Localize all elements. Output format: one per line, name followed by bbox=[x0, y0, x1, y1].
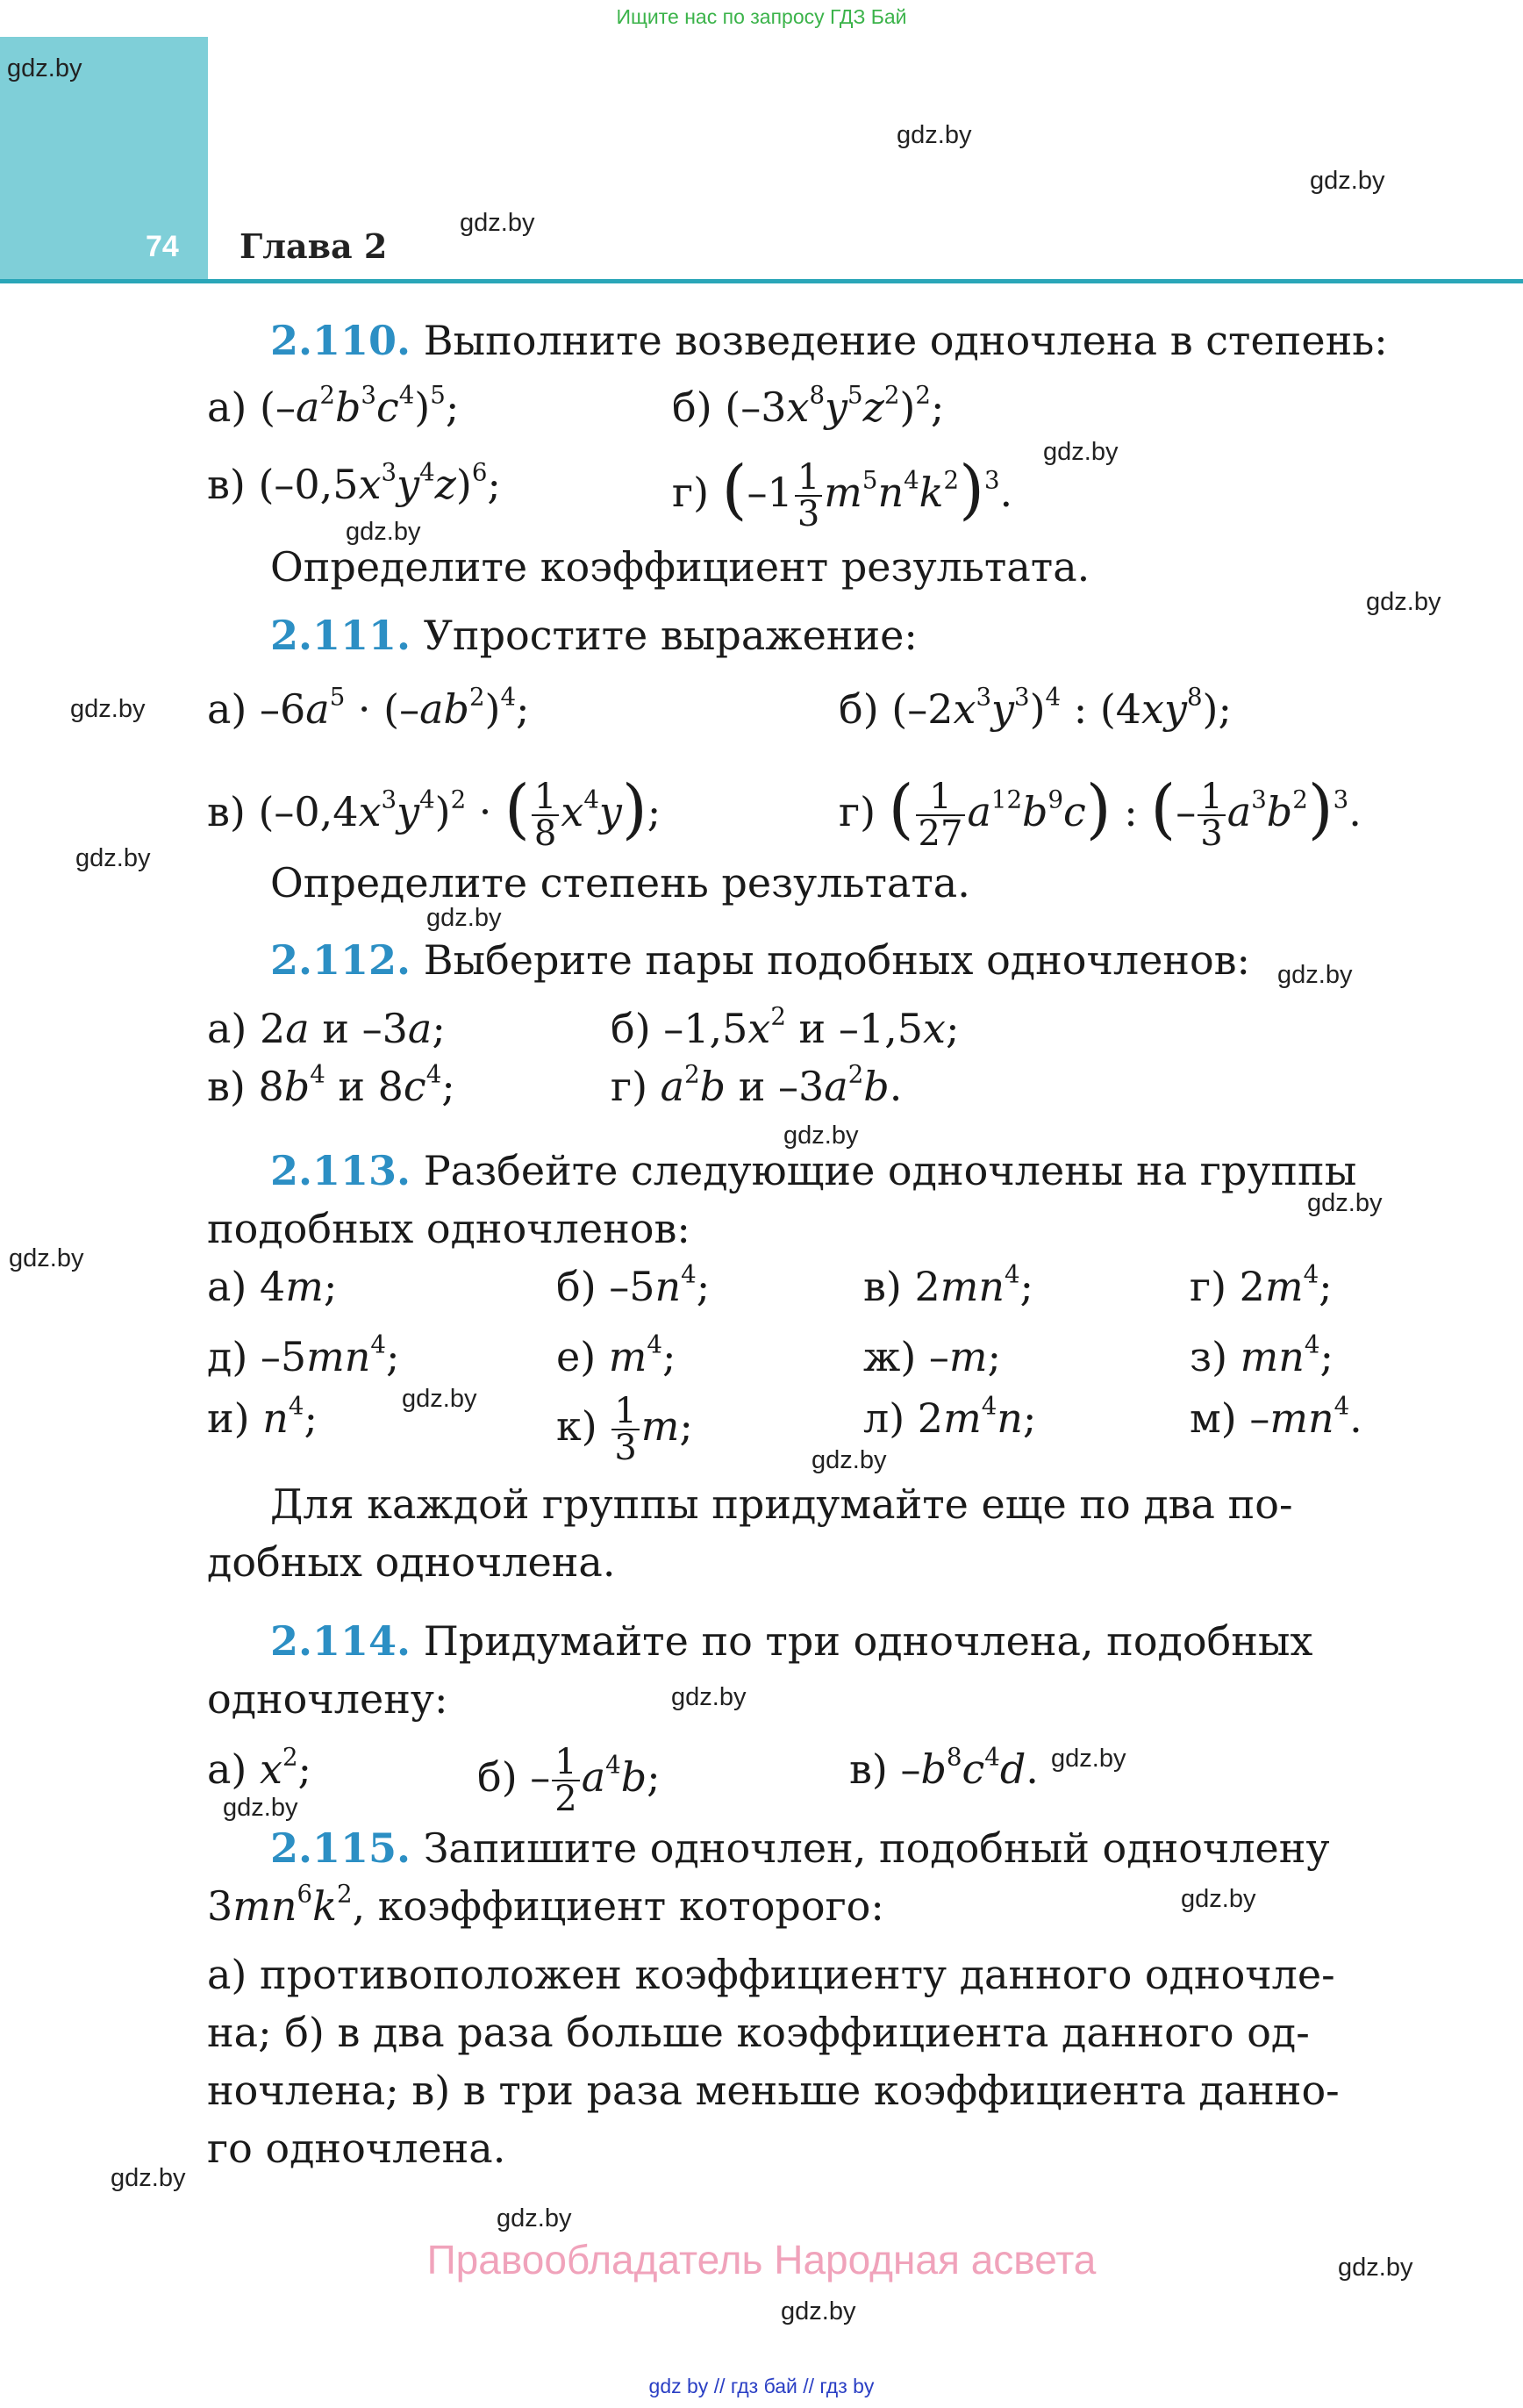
exercise-2-115-line-4: го одночлена. bbox=[207, 2125, 506, 2172]
watermark: gdz.by bbox=[497, 2204, 572, 2232]
exercise-2-111-heading: 2.111. Упростите выражение: bbox=[270, 612, 918, 659]
exercise-2-113-a: а) 4m; bbox=[207, 1263, 338, 1310]
exercise-2-113-m: м) $-mn^4$. bbox=[1190, 1391, 1362, 1442]
watermark: gdz.by bbox=[1043, 438, 1119, 466]
exercise-2-113-e: е) $m^4$; bbox=[556, 1329, 676, 1380]
exercise-2-113-l: л) $2m^4n$; bbox=[863, 1391, 1037, 1442]
exercise-2-110-a: а) $(-a^2b^3c^4)^5$; bbox=[207, 380, 460, 431]
exercise-2-113-zh: ж) –m; bbox=[863, 1333, 1002, 1380]
exercise-2-112-b: б) $-1,5x^2$ и –1,5x; bbox=[611, 1001, 960, 1052]
exercise-2-114-a: а) $x^2$; bbox=[207, 1742, 312, 1793]
exercise-2-114-b: б) – $\frac{1}{2}$ $a^4b$; bbox=[477, 1742, 661, 1819]
watermark: gdz.by bbox=[75, 844, 151, 872]
exercise-2-110-g: г) (–1 $\frac{1}{3}$ $m^5n^4k^2)^3$. bbox=[672, 452, 1013, 534]
exercise-2-114-v: в) $-b^8c^4d$. bbox=[849, 1742, 1039, 1793]
watermark: gdz.by bbox=[671, 1683, 747, 1711]
watermark: gdz.by bbox=[1181, 1885, 1256, 1913]
watermark: gdz.by bbox=[781, 2297, 856, 2326]
page-number: 74 bbox=[146, 230, 179, 263]
watermark: gdz.by bbox=[402, 1385, 477, 1413]
exercise-2-115-line-1: а) противоположен коэффициенту данного одночле- bbox=[207, 1951, 1335, 1998]
chapter-title: Глава 2 bbox=[240, 226, 388, 266]
exercise-2-113-heading-2: подобных одночленов: bbox=[207, 1205, 690, 1252]
watermark: gdz.by bbox=[460, 209, 535, 237]
exercise-2-113-z: з) $mn^4$; bbox=[1190, 1329, 1334, 1380]
exercise-2-113-v: в) $2mn^4$; bbox=[863, 1259, 1034, 1310]
watermark: gdz.by bbox=[9, 1244, 84, 1272]
watermark: gdz.by bbox=[346, 518, 421, 546]
exercise-2-111-g: г) ( $\frac{1}{27}$ $a^{12}b^9c$) : (– $\frac{1}{3}$ $a^3b^2)^3$. bbox=[839, 771, 1362, 854]
exercise-2-111-b: б) $(-2x^3y^3)^4$ : $(4xy^8)$; bbox=[839, 682, 1232, 733]
exercise-2-115-heading: 2.115. Запишите одночлен, подобный одночлену bbox=[270, 1824, 1330, 1872]
exercise-2-110-v: в) $(-0,5x^3y^4z)^6$; bbox=[207, 457, 501, 508]
watermark: gdz.by bbox=[1310, 167, 1385, 195]
watermark: gdz.by bbox=[7, 54, 82, 82]
watermark: gdz.by bbox=[426, 904, 502, 932]
exercise-2-113-note: Для каждой группы придумайте еще по два по- bbox=[270, 1480, 1293, 1528]
exercise-2-113-note-2: добных одночлена. bbox=[207, 1538, 616, 1586]
exercise-2-111-note: Определите степень результата. bbox=[270, 859, 970, 907]
header-rule bbox=[0, 279, 1523, 283]
exercise-2-112-g: г) $a^2b$ и $-3a^2b$. bbox=[611, 1059, 903, 1110]
exercise-2-112-a: а) 2a и –3a; bbox=[207, 1005, 446, 1052]
search-banner: Ищите нас по запросу ГДЗ Бай bbox=[616, 5, 907, 28]
exercise-2-114-heading-2: одночлену: bbox=[207, 1675, 448, 1723]
exercise-2-110-heading: 2.110. Выполните возведение одночлена в степень: bbox=[270, 317, 1388, 364]
footer-links[interactable]: gdz by // гдз бай // гдз by bbox=[648, 2375, 875, 2397]
exercise-2-112-v: в) $8b^4$ и $8c^4$; bbox=[207, 1059, 455, 1110]
exercise-2-110-note: Определите коэффициент результата. bbox=[270, 543, 1090, 591]
watermark: gdz.by bbox=[783, 1122, 859, 1150]
exercise-2-111-a: а) $-6a^5 \cdot (-ab^2)^4$; bbox=[207, 682, 530, 733]
exercise-2-113-b: б) $-5n^4$; bbox=[556, 1259, 711, 1310]
exercise-2-115-line-2: на; б) в два раза больше коэффициента данного од- bbox=[207, 2009, 1310, 2056]
exercise-2-113-i: и) $n^4$; bbox=[207, 1391, 318, 1442]
watermark: gdz.by bbox=[111, 2164, 186, 2192]
exercise-2-115-line-3: ночлена; в) в три раза меньше коэффициента данно- bbox=[207, 2067, 1340, 2114]
watermark: gdz.by bbox=[223, 1794, 298, 1822]
exercise-2-111-v: в) $(-0,4x^3y^4)^2$ · ( $\frac{1}{8}$ $x^4y$); bbox=[207, 771, 661, 854]
exercise-2-115-heading-2: $3mn^6k^2$, коэффициент которого: bbox=[207, 1879, 884, 1930]
watermark: gdz.by bbox=[897, 121, 972, 149]
watermark: gdz.by bbox=[1338, 2254, 1413, 2282]
watermark: gdz.by bbox=[1366, 588, 1441, 616]
exercise-2-114-heading: 2.114. Придумайте по три одночлена, подобных bbox=[270, 1617, 1313, 1665]
exercise-2-113-g: г) $2m^4$; bbox=[1190, 1259, 1333, 1310]
watermark: gdz.by bbox=[1277, 961, 1353, 989]
copyright-owner: Правообладатель Народная асвета bbox=[426, 2237, 1097, 2283]
exercise-2-113-k: к) $\frac{1}{3}$ m; bbox=[556, 1391, 693, 1468]
watermark: gdz.by bbox=[812, 1446, 887, 1474]
exercise-2-112-heading: 2.112. Выберите пары подобных одночленов: bbox=[270, 936, 1251, 984]
watermark: gdz.by bbox=[1051, 1745, 1126, 1773]
exercise-2-113-d: д) $-5mn^4$; bbox=[207, 1329, 400, 1380]
exercise-2-113-heading: 2.113. Разбейте следующие одночлены на группы bbox=[270, 1147, 1357, 1194]
exercise-2-110-b: б) $(-3x^8y^5z^2)^2$; bbox=[672, 380, 945, 431]
watermark: gdz.by bbox=[1307, 1189, 1383, 1217]
watermark: gdz.by bbox=[70, 695, 146, 723]
